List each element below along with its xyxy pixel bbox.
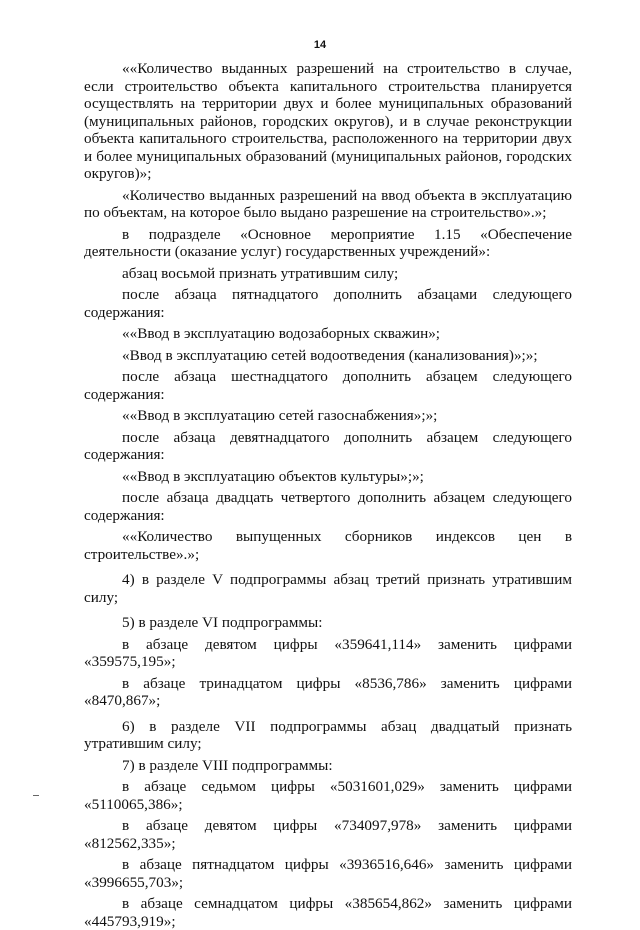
paragraph: 4) в разделе V подпрограммы абзац третий признать утратившим силу;: [84, 571, 572, 606]
page-number: 14: [313, 39, 327, 51]
paragraph: абзац восьмой признать утратившим силу;: [122, 264, 399, 282]
document-body: [84, 60, 572, 930]
paragraph: в абзаце девятом цифры «359641,114» заменить цифрами «359575,195»;: [84, 635, 572, 670]
paragraph: 7) в разделе VIII подпрограммы:: [122, 756, 333, 774]
paragraph: в абзаце семнадцатом цифры «385654,862» заменить цифрами «445793,919»;: [84, 895, 572, 930]
paragraph: 5) в разделе VI подпрограммы:: [122, 614, 323, 631]
paragraph: ««Ввод в эксплуатацию объектов культуры»;»;: [122, 467, 424, 485]
paragraph: в абзаце седьмом цифры «5031601,029» заменить цифрами «5110065,386»;: [84, 778, 572, 813]
paragraph: ««Количество выпущенных сборников индексов цен в строительстве».»;: [84, 528, 572, 563]
paragraph: «Ввод в эксплуатацию сетей водоотведения (канализования)»;»;: [122, 346, 538, 364]
paragraph: в абзаце девятом цифры «734097,978» заменить цифрами «812562,335»;: [84, 817, 572, 852]
margin-mark: [33, 795, 39, 796]
paragraph: «Количество выданных разрешений на ввод объекта в эксплуатацию по объектам, на которое было выдано разрешение на строительство».»;: [84, 186, 572, 221]
paragraph: 6) в разделе VII подпрограммы абзац двадцатый признать утратившим силу;: [84, 717, 572, 752]
paragraph: ««Ввод в эксплуатацию водозаборных скважин»;: [122, 325, 441, 342]
paragraph: ««Ввод в эксплуатацию сетей газоснабжения»;»;: [122, 407, 438, 424]
paragraph: после абзаца девятнадцатого дополнить абзацем следующего содержания:: [84, 428, 572, 463]
paragraph: после абзаца шестнадцатого дополнить абзацем следующего содержания:: [84, 368, 572, 403]
paragraph: ««Количество выданных разрешений на строительство в случае, если строительство объекта капитального строительства планируется осуществлять на территории двух и более муниципальных образований (муниципальных районов, городских округов), и в случае реконструкции объекта капитального строительства, расположенного на территории двух и более муниципальных образований (муниципальных районов, городских округов)»;: [84, 60, 572, 182]
paragraph: в абзаце пятнадцатом цифры «3936516,646» заменить цифрами «3996655,703»;: [84, 856, 572, 891]
paragraph: в абзаце тринадцатом цифры «8536,786» заменить цифрами «8470,867»;: [84, 674, 572, 709]
paragraph: после абзаца двадцать четвертого дополнить абзацем следующего содержания:: [84, 489, 572, 524]
paragraph: после абзаца пятнадцатого дополнить абзацами следующего содержания:: [84, 286, 572, 321]
paragraph: в подразделе «Основное мероприятие 1.15 «Обеспечение деятельности (оказание услуг) государственных учреждений»:: [84, 225, 572, 260]
